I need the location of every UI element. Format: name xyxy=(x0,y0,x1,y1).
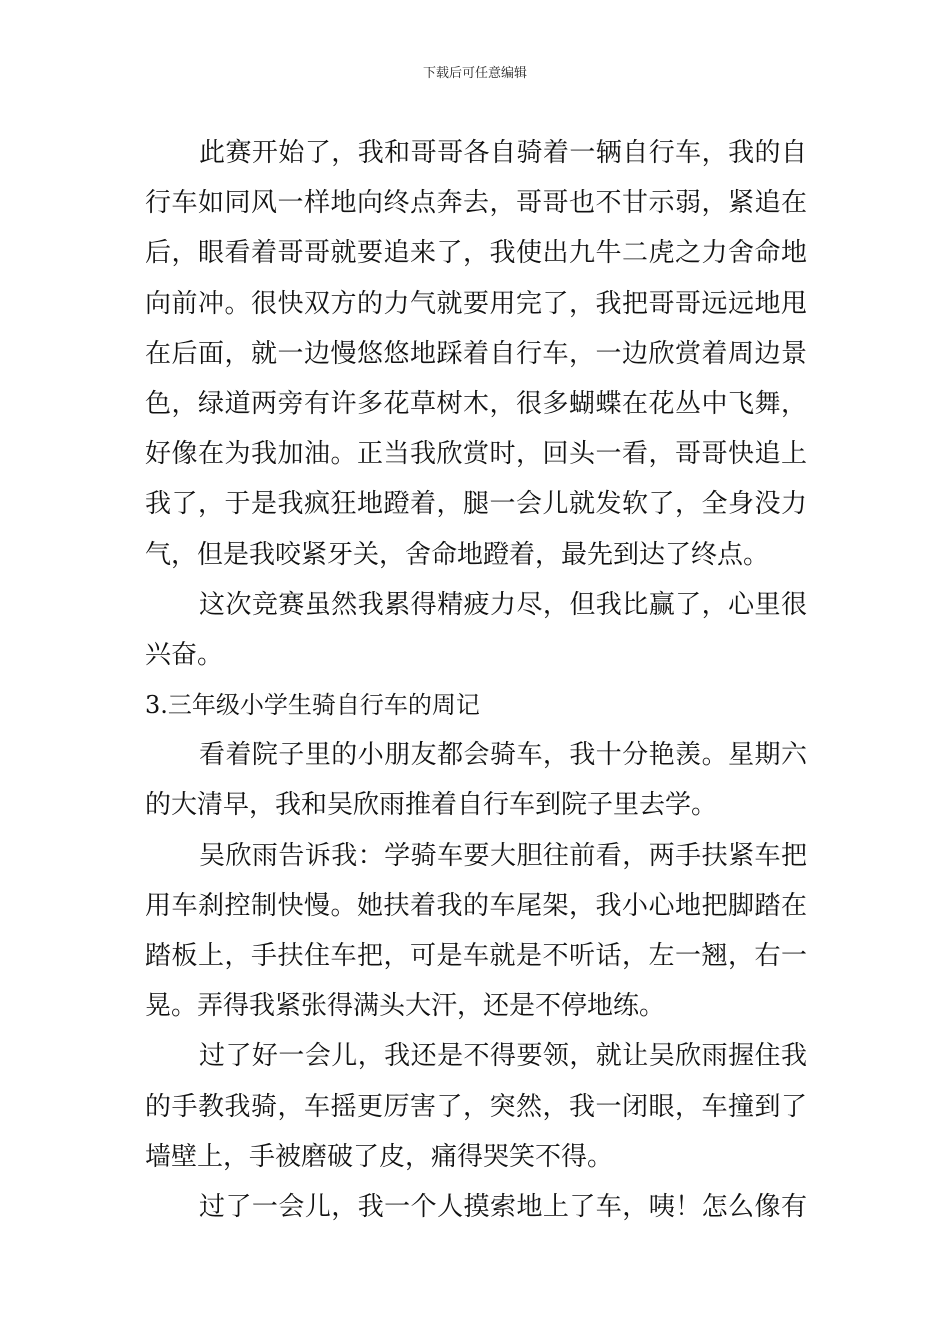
text-line: 后，眼看着哥哥就要追来了，我使出九牛二虎之力舍命地 xyxy=(145,238,807,269)
text-line: 看着院子里的小朋友都会骑车，我十分艳羡。星期六 xyxy=(199,740,807,771)
text-line: 向前冲。很快双方的力气就要用完了，我把哥哥远远地甩 xyxy=(145,288,807,319)
text-line: 在后面，就一边慢悠悠地踩着自行车，一边欣赏着周边景 xyxy=(145,338,807,369)
text-line: 过了一会儿，我一个人摸索地上了车，咦！怎么像有 xyxy=(199,1191,807,1222)
page-header: 下载后可任意编辑 xyxy=(422,66,527,81)
text-line: 此赛开始了，我和哥哥各自骑着一辆自行车，我的自 xyxy=(199,138,807,168)
text-line: 踏板上，手扶住车把，可是车就是不听话，左一翘，右一 xyxy=(145,941,807,971)
text-line: 过了好一会儿，我还是不得要领，就让吴欣雨握住我 xyxy=(199,1041,807,1072)
text-line: 色，绿道两旁有许多花草树木，很多蝴蝶在花丛中飞舞， xyxy=(145,388,807,419)
text-line: 兴奋。 xyxy=(145,639,224,670)
text-line: 的大清早，我和吴欣雨推着自行车到院子里去学。 xyxy=(145,790,718,821)
text-line: 墙壁上，手被磨破了皮，痛得哭笑不得。 xyxy=(145,1141,614,1172)
text-line: 行车如同风一样地向终点奔去，哥哥也不甘示弱，紧追在 xyxy=(145,188,807,219)
body-text xyxy=(145,128,807,1232)
section-heading: 3.三年级小学生骑自行车的周记 xyxy=(145,691,480,720)
text-line: 气，但是我咬紧牙关，舍命地蹬着，最先到达了终点。 xyxy=(145,539,770,570)
text-line: 我了，于是我疯狂地蹬着，腿一会儿就发软了，全身没力 xyxy=(145,489,807,520)
text-line: 吴欣雨告诉我：学骑车要大胆往前看，两手扶紧车把 xyxy=(199,840,807,871)
text-line: 晃。弄得我紧张得满头大汗，还是不停地练。 xyxy=(145,991,666,1022)
text-line: 这次竞赛虽然我累得精疲力尽，但我比赢了，心里很 xyxy=(199,589,807,620)
text-line: 的手教我骑，车摇更厉害了，突然，我一闭眼，车撞到了 xyxy=(145,1091,807,1122)
text-line: 用车刹控制快慢。她扶着我的车尾架，我小心地把脚踏在 xyxy=(145,890,807,921)
text-line: 好像在为我加油。正当我欣赏时，回头一看，哥哥快追上 xyxy=(145,439,807,470)
